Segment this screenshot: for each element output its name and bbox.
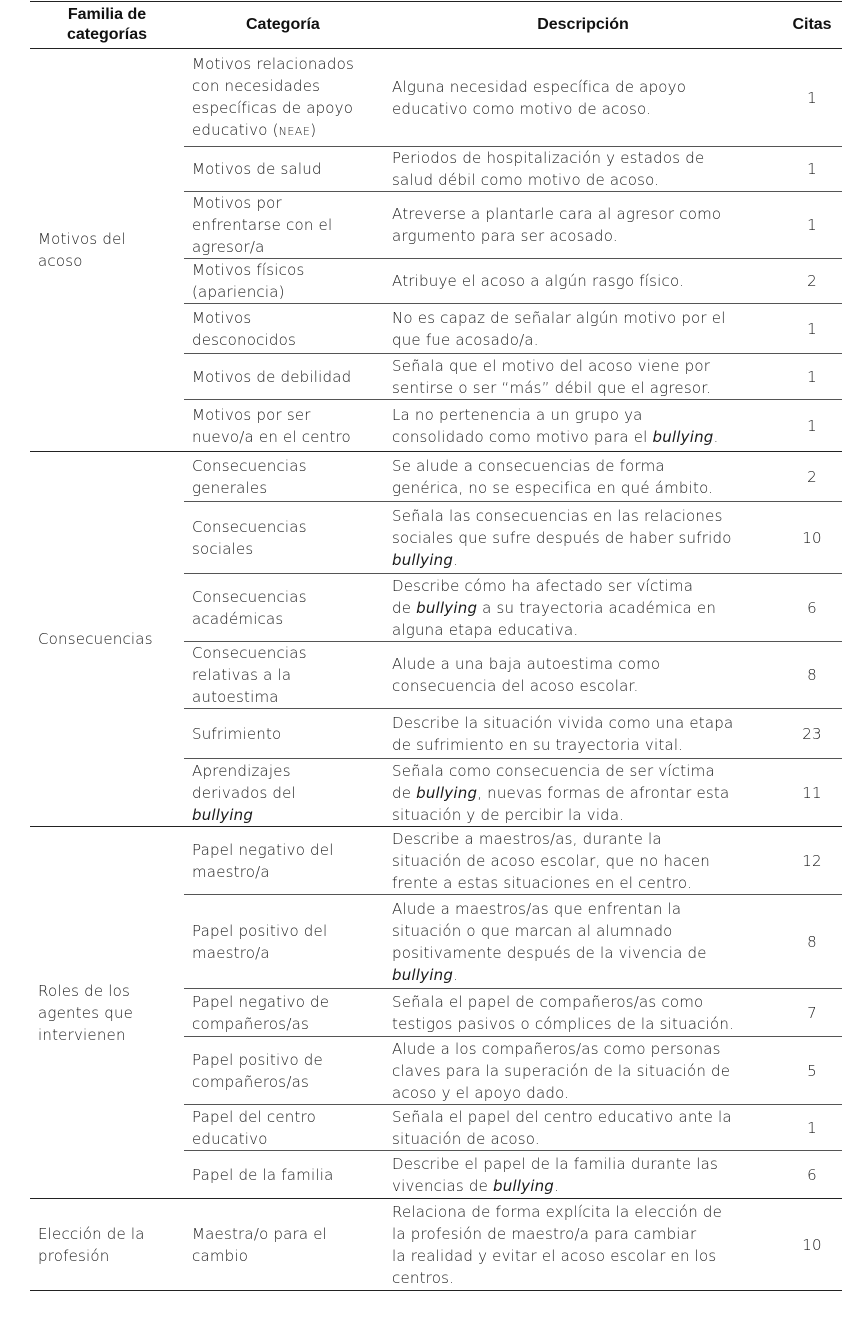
table-row — [30, 1199, 842, 1291]
description-cell: Atribuye el acoso a algún rasgo físico. — [384, 259, 782, 304]
citations-cell: 2 — [782, 452, 842, 502]
category-cell: Aprendizajes derivados del bullying — [184, 759, 384, 827]
category-cell: Motivos relacionados con necesidades específicas de apoyo educativo (NEAE) — [184, 49, 384, 147]
header-row — [30, 2, 842, 49]
description-cell: La no pertenencia a un grupo ya consolidado como motivo para el bullying. — [384, 400, 782, 452]
category-cell: Motivos desconocidos — [184, 304, 384, 354]
description-cell: Señala las consecuencias en las relaciones sociales que sufre después de haber sufrido bullying. — [384, 502, 782, 574]
citations-cell: 1 — [782, 1105, 842, 1151]
category-cell: Consecuencias relativas a la autoestima — [184, 642, 384, 709]
citations-cell: 1 — [782, 147, 842, 192]
category-cell: Papel positivo del maestro/a — [184, 895, 384, 989]
citations-cell: 1 — [782, 354, 842, 400]
family-cell: Motivos del acoso — [30, 49, 184, 452]
citations-cell: 5 — [782, 1037, 842, 1105]
category-cell: Papel negativo del maestro/a — [184, 827, 384, 895]
description-cell: Relaciona de forma explícita la elección de la profesión de maestro/a para cambiar la realidad y evitar el acoso escolar en los centros. — [384, 1199, 782, 1291]
description-cell: Periodos de hospitalización y estados de salud débil como motivo de acoso. — [384, 147, 782, 192]
description-cell: Describe el papel de la familia durante las vivencias de bullying. — [384, 1151, 782, 1199]
description-cell: Señala como consecuencia de ser víctima de bullying, nuevas formas de afrontar esta situación y de percibir la vida. — [384, 759, 782, 827]
header-citations: Citas — [782, 2, 842, 49]
citations-cell: 1 — [782, 304, 842, 354]
family-cell: Elección de la profesión — [30, 1199, 184, 1291]
description-cell: Alude a maestros/as que enfrentan la situación o que marcan al alumnado positivamente después de la vivencia de bullying. — [384, 895, 782, 989]
table-row — [30, 827, 842, 895]
categories-table — [30, 1, 842, 1291]
description-cell: Atreverse a plantarle cara al agresor como argumento para ser acosado. — [384, 192, 782, 259]
family-cell: Consecuencias — [30, 452, 184, 827]
header-category: Categoría — [184, 2, 384, 49]
citations-cell: 10 — [782, 502, 842, 574]
header-family: Familia de categorías — [30, 2, 184, 49]
citations-cell: 23 — [782, 709, 842, 759]
category-cell: Motivos por ser nuevo/a en el centro — [184, 400, 384, 452]
description-cell: Señala que el motivo del acoso viene por sentirse o ser “más” débil que el agresor. — [384, 354, 782, 400]
category-cell: Consecuencias académicas — [184, 574, 384, 642]
category-cell: Papel negativo de compañeros/as — [184, 989, 384, 1037]
citations-cell: 1 — [782, 49, 842, 147]
citations-cell: 7 — [782, 989, 842, 1037]
citations-cell: 2 — [782, 259, 842, 304]
header-description: Descripción — [384, 2, 782, 49]
category-cell: Papel positivo de compañeros/as — [184, 1037, 384, 1105]
citations-cell: 1 — [782, 192, 842, 259]
table-row — [30, 49, 842, 147]
citations-cell: 8 — [782, 642, 842, 709]
citations-cell: 6 — [782, 574, 842, 642]
description-cell: Señala el papel de compañeros/as como testigos pasivos o cómplices de la situación. — [384, 989, 782, 1037]
category-cell: Consecuencias generales — [184, 452, 384, 502]
description-cell: Se alude a consecuencias de forma genérica, no se especifica en qué ámbito. — [384, 452, 782, 502]
citations-cell: 10 — [782, 1199, 842, 1291]
description-cell: Alude a una baja autoestima como consecuencia del acoso escolar. — [384, 642, 782, 709]
category-cell: Motivos físicos (apariencia) — [184, 259, 384, 304]
citations-cell: 6 — [782, 1151, 842, 1199]
citations-cell: 12 — [782, 827, 842, 895]
category-cell: Motivos de salud — [184, 147, 384, 192]
description-cell: Describe a maestros/as, durante la situación de acoso escolar, que no hacen frente a estas situaciones en el centro. — [384, 827, 782, 895]
category-cell: Consecuencias sociales — [184, 502, 384, 574]
category-cell: Papel de la familia — [184, 1151, 384, 1199]
category-cell: Papel del centro educativo — [184, 1105, 384, 1151]
description-cell: Alude a los compañeros/as como personas claves para la superación de la situación de acoso y el apoyo dado. — [384, 1037, 782, 1105]
category-cell: Maestra/o para el cambio — [184, 1199, 384, 1291]
category-cell: Sufrimiento — [184, 709, 384, 759]
description-cell: Alguna necesidad específica de apoyo educativo como motivo de acoso. — [384, 49, 782, 147]
citations-cell: 8 — [782, 895, 842, 989]
citations-cell: 1 — [782, 400, 842, 452]
table-row — [30, 452, 842, 502]
category-cell: Motivos de debilidad — [184, 354, 384, 400]
family-cell: Roles de los agentes que intervienen — [30, 827, 184, 1199]
description-cell: Describe la situación vivida como una etapa de sufrimiento en su trayectoria vital. — [384, 709, 782, 759]
description-cell: Describe cómo ha afectado ser víctima de bullying a su trayectoria académica en alguna etapa educativa. — [384, 574, 782, 642]
description-cell: No es capaz de señalar algún motivo por el que fue acosado/a. — [384, 304, 782, 354]
description-cell: Señala el papel del centro educativo ante la situación de acoso. — [384, 1105, 782, 1151]
citations-cell: 11 — [782, 759, 842, 827]
category-cell: Motivos por enfrentarse con el agresor/a — [184, 192, 384, 259]
